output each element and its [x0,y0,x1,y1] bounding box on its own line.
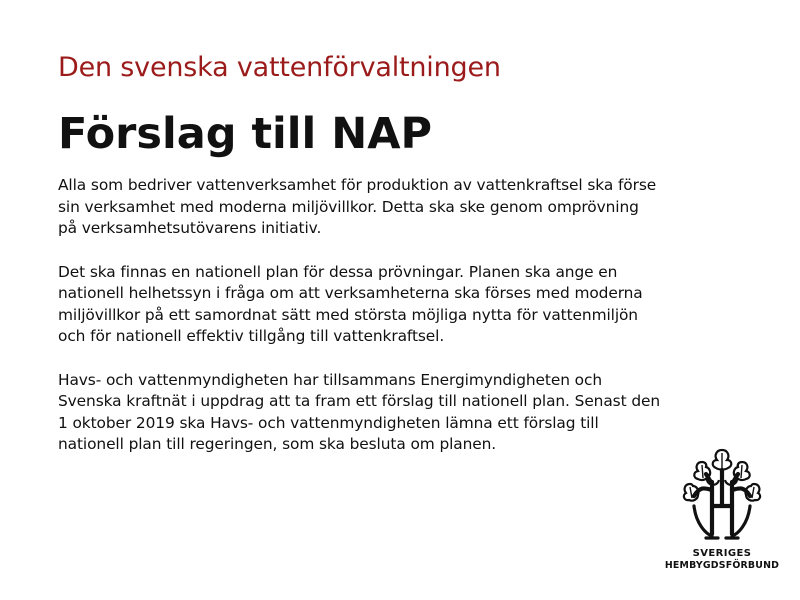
body-text [58,175,698,478]
paragraph-3 [58,370,698,456]
logo-text-line-2: HEMBYGDSFÖRBUND [664,560,780,571]
text-line: miljövillkor på ett samordnat sätt med största möjliga nytta för vattenmiljön [58,305,638,324]
text-line: nationell plan till regeringen, som ska besluta om planen. [58,435,497,453]
paragraph-1 [58,175,698,240]
text-line: Alla som bedriver vattenverksamhet för produktion av vattenkraftsel ska förse [58,176,657,194]
text-line: sin verksamhet med moderna miljövillkor. Detta ska ske genom omprövning [58,197,639,216]
tree-h-emblem-icon [672,444,772,544]
text-line: Svenska kraftnät i uppdrag att ta fram ett förslag till nationell plan. Senast den [58,392,661,410]
subtitle: Den svenska vattenförvaltningen [58,52,501,83]
text-line: Det ska finnas en nationell plan för dessa prövningar. Planen ska ange en [58,262,618,281]
slide-title: Förslag till NAP [58,109,433,159]
logo-text-line-1: SVERIGES [692,548,752,559]
text-line: 1 oktober 2019 ska Havs- och vattenmyndigheten lämna ett förslag till [58,413,599,432]
text-line: Havs- och vattenmyndigheten har tillsammans Energimyndigheten och [58,370,603,389]
paragraph-2 [58,262,698,348]
logo [662,444,782,574]
text-line: på verksamhetsutövarens initiativ. [58,219,322,237]
text-line: och för nationell effektiv tillgång till vattenkraftsel. [58,327,445,345]
text-line: nationell helhetssyn i fråga om att verksamheterna ska förses med moderna [58,284,643,302]
